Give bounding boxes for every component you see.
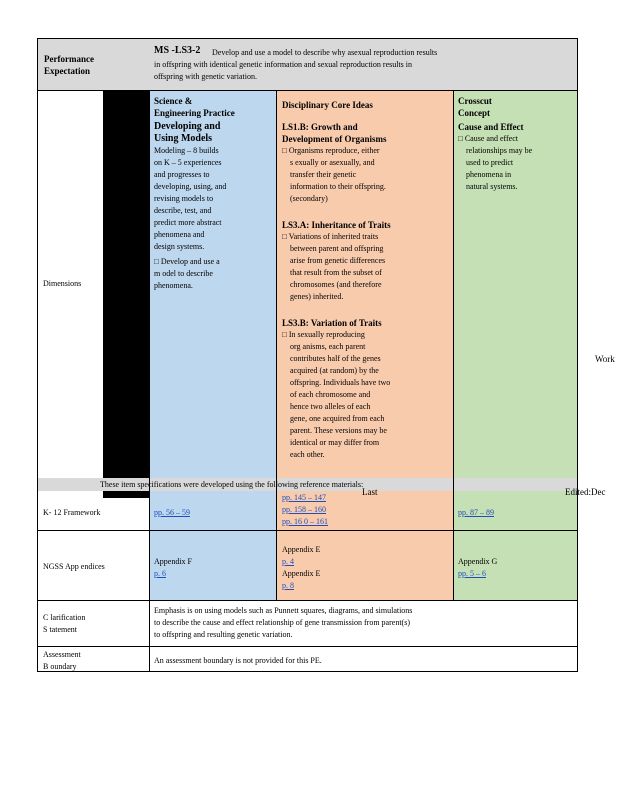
pe-code: MS -LS3-2	[154, 45, 201, 56]
ls3b-title: LS3.B: Variation of Traits	[282, 318, 382, 328]
framework-label: K- 12 Framework	[43, 508, 101, 517]
appendix-g-link[interactable]: pp. 5 – 6	[458, 569, 486, 578]
boundary-label: Assessment B oundary	[43, 650, 81, 671]
boundary-text: An assessment boundary is not provided for this PE.	[154, 656, 322, 665]
dimensions-label: Dimensions	[43, 279, 82, 288]
appendix-e-link-1[interactable]: p. 4	[282, 557, 294, 566]
framework-dci-link-3[interactable]: pp. 16 0 – 161	[282, 517, 328, 526]
appendix-e-link-2[interactable]: p. 8	[282, 581, 294, 590]
ccc-text: □ Cause and effect relationships may be used to predict phenomena in natural systems.	[458, 134, 533, 191]
dci-title: Disciplinary Core Ideas	[282, 100, 373, 110]
appendices-ccc: Appendix G pp. 5 – 6	[458, 557, 498, 578]
last-edited-label: Last	[362, 487, 378, 497]
sep-title: Science & Engineering Practice	[154, 96, 235, 118]
appendices-sep: Appendix F p. 6	[154, 557, 192, 578]
ls3b-text: □ In sexually reproducing org anisms, each parent contributes half of the genes acquired (at random) by the offspring. Individuals have two of each chromosome and hence two alleles of each gene, one acquired from each parent. These versions may be identical or may differ from each other.	[282, 330, 391, 459]
appendices-label: NGSS App endices	[43, 562, 105, 571]
sep-subtitle: Developing and Using Models	[154, 121, 221, 144]
sep-body: Modeling – 8 builds on K – 5 experiences and progresses to developing, using, and revising models to describe, test, and predict more abstract phenomena and design systems.	[154, 146, 227, 251]
ls1b-title: LS1.B: Growth and Development of Organisms	[282, 122, 387, 144]
ccc-subtitle: Cause and Effect	[458, 122, 524, 132]
ccc-title: Crosscut Concept	[458, 96, 492, 118]
framework-dci-link-1[interactable]: pp. 145 – 147	[282, 493, 326, 502]
framework-sep-link[interactable]: pp. 56 – 59	[154, 508, 190, 517]
framework-ccc-link[interactable]: pp. 87 – 89	[458, 508, 494, 517]
sep-bullet: □ Develop and use a m odel to describe phenomena.	[154, 257, 220, 290]
appendices-dci: Appendix E p. 4 Appendix E p. 8	[282, 545, 321, 590]
ls3a-title: LS3.A: Inheritance of Traits	[282, 220, 391, 230]
framework-dci-link-2[interactable]: pp. 158 – 160	[282, 505, 326, 514]
framework-dci-links	[282, 492, 328, 528]
pe-label: Performance Expectation	[44, 54, 94, 76]
clarification-text: Emphasis is on using models such as Punnett squares, diagrams, and simulations to describe the cause and effect relationship of gene transmission from parent(s) to offspring and resulting genetic variation.	[154, 606, 413, 639]
ls1b-text: □ Organisms reproduce, either s exually or asexually, and transfer their genetic information to their offspring. (secondary)	[282, 146, 386, 203]
edited-date-label: Edited:Dec	[565, 487, 606, 497]
ls3a-text: □ Variations of inherited traits between parent and offspring arise from genetic differences that result from the subset of chromosomes (and therefore genes) inherited.	[282, 232, 386, 301]
reference-materials-note: These item specifications were developed using the following reference materials:	[100, 480, 364, 489]
appendix-f-link[interactable]: p. 6	[154, 569, 166, 578]
pe-text: Develop and use a model to describe why asexual reproduction results in offspring with identical genetic information and sexual reproduction results in offspring with genetic variation.	[154, 48, 438, 81]
clarification-label: C larification S tatement	[43, 613, 86, 634]
work-label: Work	[595, 354, 615, 364]
